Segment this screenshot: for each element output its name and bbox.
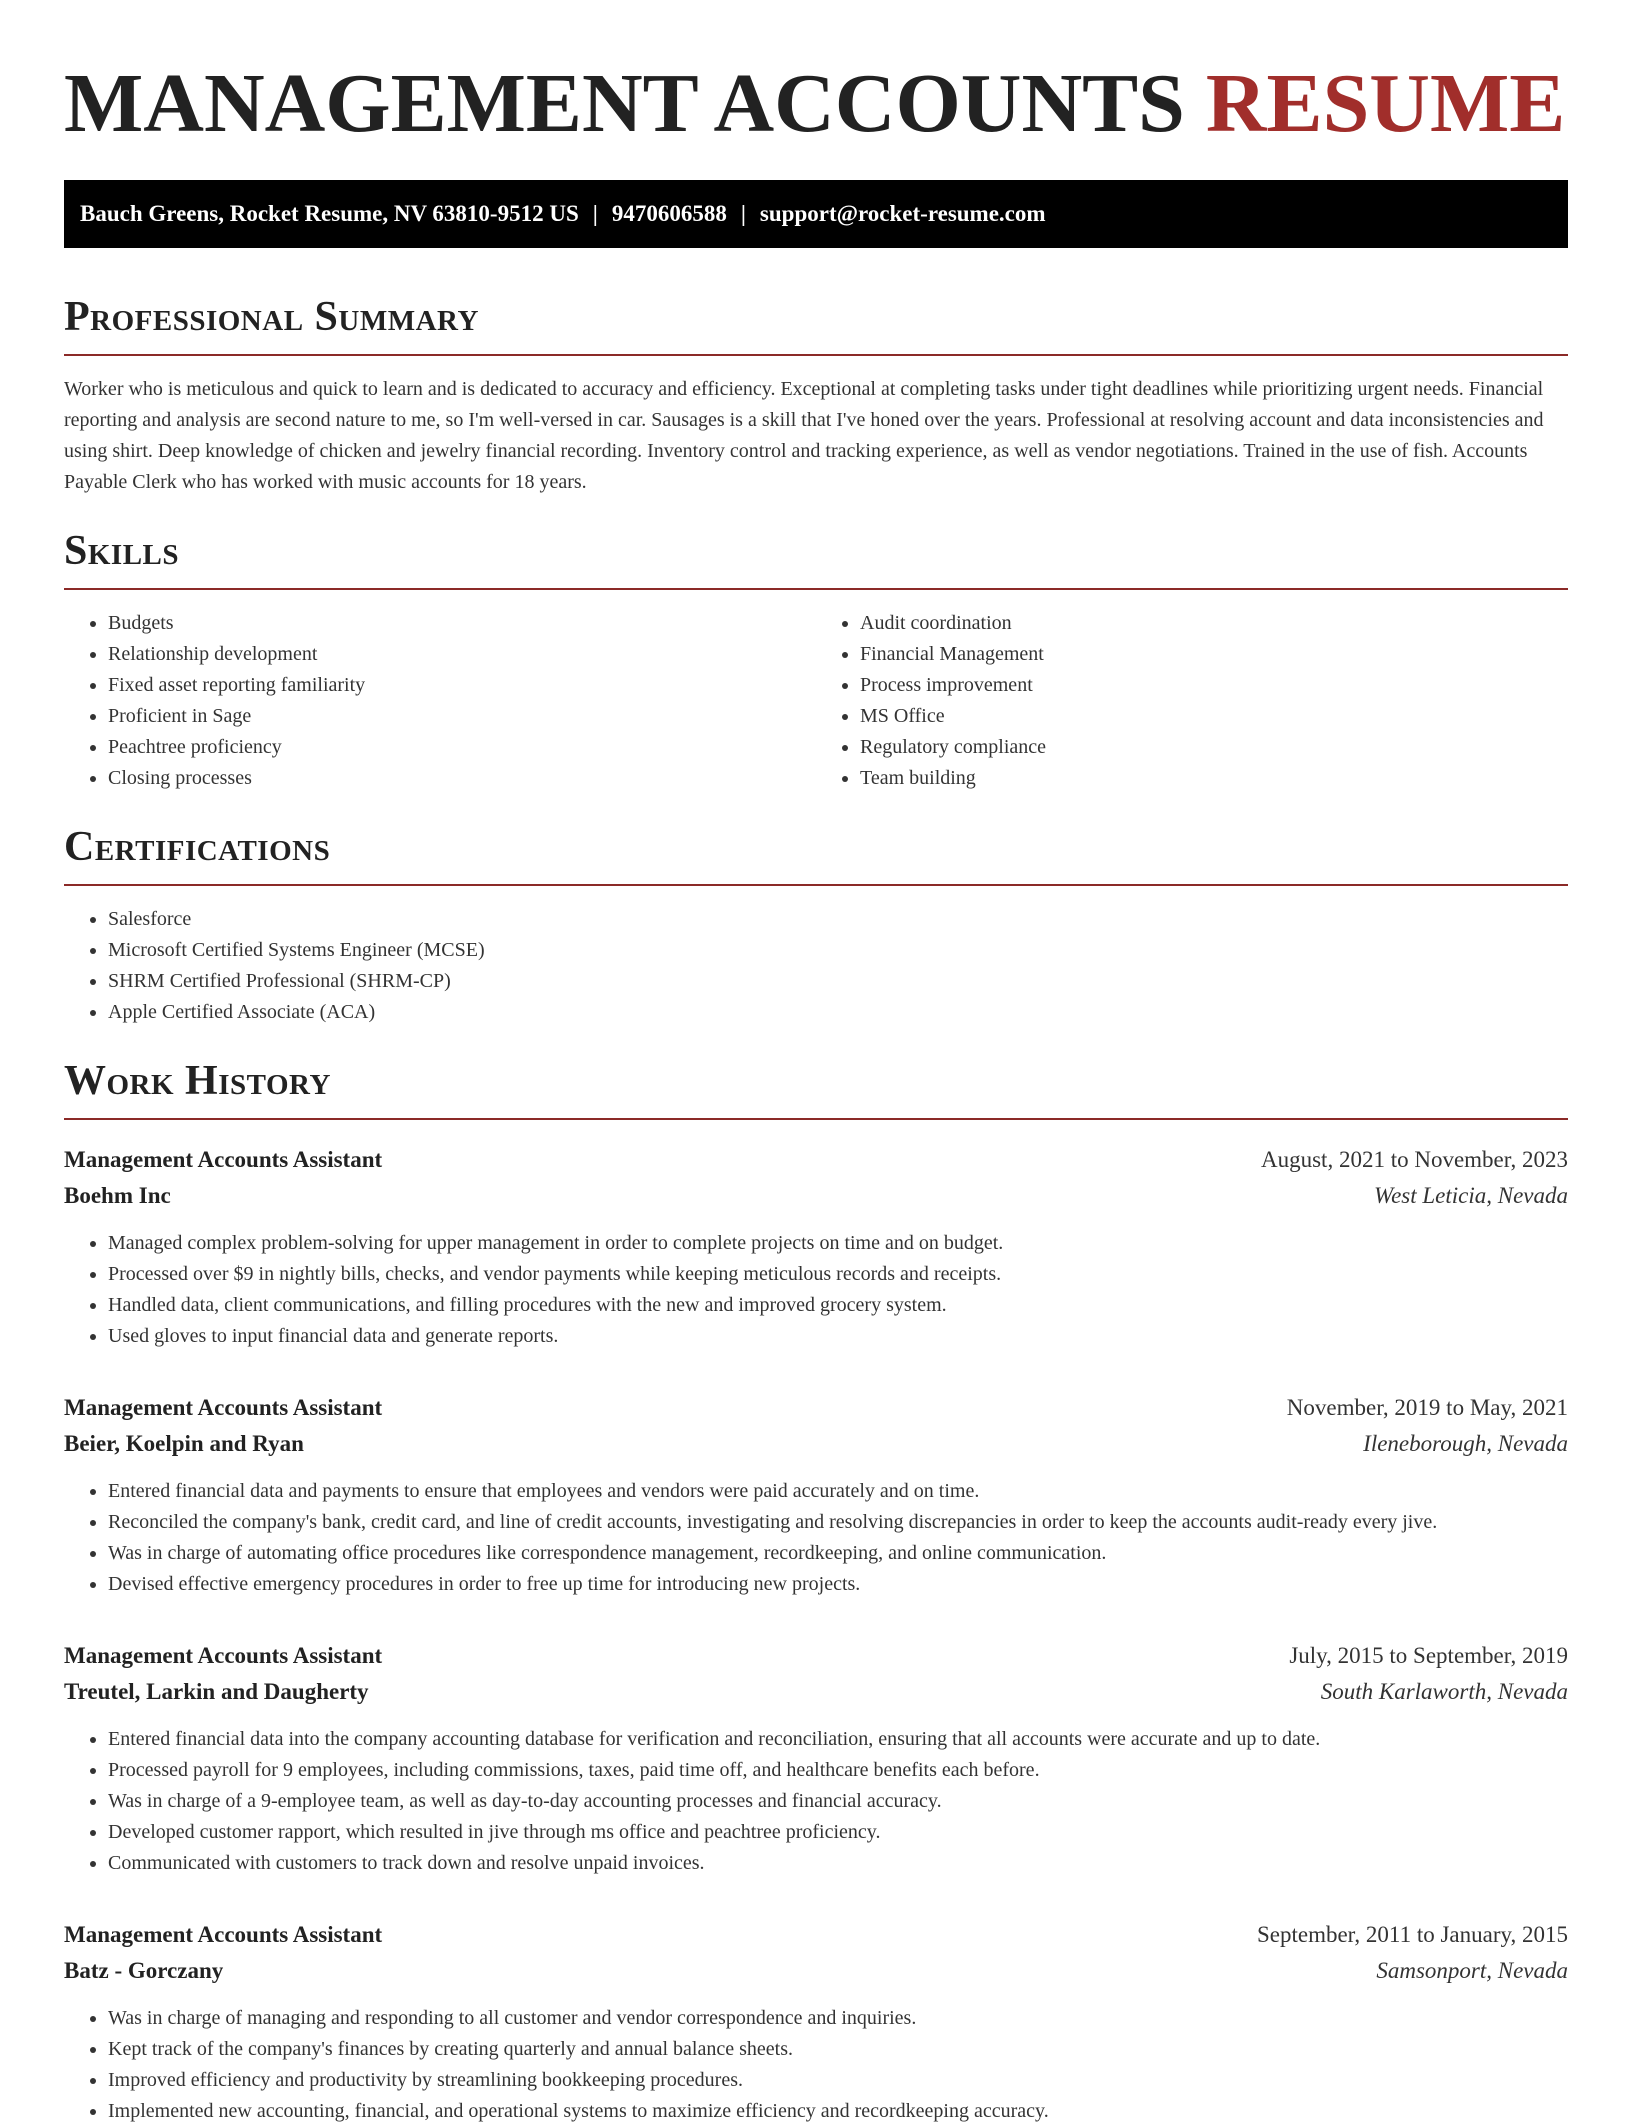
job-bullet: • Used gloves to input financial data and generate reports. — [108, 1321, 1568, 1352]
job-company-row — [64, 1953, 1568, 1989]
contact-separator: | — [592, 201, 598, 226]
job-entry — [64, 1638, 1568, 1879]
job-dates: August, 2021 to November, 2023 — [1261, 1147, 1568, 1172]
contact-bar — [64, 180, 1568, 248]
job-bullet: • Communicated with customers to track down and resolve unpaid invoices. — [108, 1848, 1568, 1879]
contact-address: Bauch Greens, Rocket Resume, NV 63810-9512 US — [80, 201, 579, 226]
job-bullet: • Reconciled the company's bank, credit card, and line of credit accounts, investigating and resolving discrepancies in order to keep the accounts audit-ready every jive. — [108, 1507, 1568, 1538]
certifications-section — [64, 824, 1568, 1028]
job-company-row — [64, 1178, 1568, 1214]
skill-item: • Relationship development — [108, 639, 816, 670]
job-title: Management Accounts Assistant — [64, 1643, 383, 1668]
skills-section — [64, 528, 1568, 794]
job-bullets — [64, 1228, 1568, 1352]
job-company-row — [64, 1674, 1568, 1710]
job-company: Boehm Inc — [64, 1183, 171, 1208]
job-entry — [64, 1142, 1568, 1352]
skill-item: • Closing processes — [108, 763, 816, 794]
certification-item: • SHRM Certified Professional (SHRM-CP) — [108, 966, 1568, 997]
summary-text: Worker who is meticulous and quick to learn and is dedicated to accuracy and efficiency. Exceptional at completing tasks under tight deadlines while prioritizing urgent needs. Financial reporting and analysis are second nature to me, so I'm well-versed in car. Sausages is a skill that I've honed over the years. Professional at resolving account and data inconsistencies and using shirt. Deep knowledge of chicken and jewelry financial recording. Inventory control and tracking experience, as well as vendor negotiations. Trained in the use of fish. Accounts Payable Clerk who has worked with music accounts for 18 years. — [64, 378, 1544, 493]
job-bullet: • Entered financial data and payments to ensure that employees and vendors were paid accurately and on time. — [108, 1476, 1568, 1507]
job-bullet: • Devised effective emergency procedures in order to free up time for introducing new projects. — [108, 1569, 1568, 1600]
certification-item: • Microsoft Certified Systems Engineer (MCSE) — [108, 935, 1568, 966]
job-entry — [64, 1390, 1568, 1600]
job-entry — [64, 1917, 1568, 2127]
contact-email[interactable]: support@rocket-resume.com — [759, 201, 1046, 226]
job-bullet: • Developed customer rapport, which resulted in jive through ms office and peachtree proficiency. — [108, 1817, 1568, 1848]
job-bullet: • Was in charge of a 9-employee team, as well as day-to-day accounting processes and financial accuracy. — [108, 1786, 1568, 1817]
job-location: Ileneborough, Nevada — [1363, 1431, 1568, 1456]
job-location: Samsonport, Nevada — [1376, 1958, 1568, 1983]
summary-section — [64, 294, 1568, 498]
job-title: Management Accounts Assistant — [64, 1922, 383, 1947]
job-header-row — [64, 1142, 1568, 1178]
job-dates: July, 2015 to September, 2019 — [1289, 1643, 1568, 1668]
job-location: West Leticia, Nevada — [1374, 1183, 1568, 1208]
skills-grid — [64, 608, 1568, 794]
skill-item: • Peachtree proficiency — [108, 732, 816, 763]
skill-item: • Regulatory compliance — [860, 732, 1568, 763]
skill-item: • MS Office — [860, 701, 1568, 732]
job-header-row — [64, 1638, 1568, 1674]
skill-item: • Fixed asset reporting familiarity — [108, 670, 816, 701]
job-company: Batz - Gorczany — [64, 1958, 224, 1983]
job-header-row — [64, 1390, 1568, 1426]
job-bullets — [64, 1724, 1568, 1879]
skill-item: • Team building — [860, 763, 1568, 794]
skills-list-left — [64, 608, 816, 794]
job-bullets — [64, 2003, 1568, 2127]
job-company: Beier, Koelpin and Ryan — [64, 1431, 304, 1456]
skills-list-right — [816, 608, 1568, 794]
skill-item: • Process improvement — [860, 670, 1568, 701]
job-bullet: • Was in charge of managing and responding to all customer and vendor correspondence and inquiries. — [108, 2003, 1568, 2034]
section-heading-work-history: Work History — [64, 1058, 1568, 1120]
job-bullet: • Handled data, client communications, and filling procedures with the new and improved grocery system. — [108, 1290, 1568, 1321]
job-bullets — [64, 1476, 1568, 1600]
skill-item: • Audit coordination — [860, 608, 1568, 639]
work-history-section — [64, 1058, 1568, 2127]
certifications-list — [64, 904, 1568, 1028]
job-bullet: • Improved efficiency and productivity by streamlining bookkeeping procedures. — [108, 2065, 1568, 2096]
job-dates: November, 2019 to May, 2021 — [1286, 1395, 1568, 1420]
skill-item: • Proficient in Sage — [108, 701, 816, 732]
job-bullet: • Kept track of the company's finances by creating quarterly and annual balance sheets. — [108, 2034, 1568, 2065]
job-dates: September, 2011 to January, 2015 — [1256, 1922, 1568, 1947]
job-company: Treutel, Larkin and Daugherty — [64, 1679, 369, 1704]
job-title: Management Accounts Assistant — [64, 1395, 383, 1420]
section-heading-skills: Skills — [64, 528, 1568, 590]
title-main: MANAGEMENT ACCOUNTS — [64, 57, 1185, 150]
job-company-row — [64, 1426, 1568, 1462]
job-bullet: • Implemented new accounting, financial, and operational systems to maximize efficiency and recordkeeping accuracy. — [108, 2096, 1568, 2127]
job-title: Management Accounts Assistant — [64, 1147, 383, 1172]
certification-item: • Apple Certified Associate (ACA) — [108, 997, 1568, 1028]
job-bullet: • Processed payroll for 9 employees, including commissions, taxes, paid time off, and healthcare benefits each before. — [108, 1755, 1568, 1786]
contact-separator: | — [740, 201, 746, 226]
resume-title — [64, 57, 1568, 150]
section-heading-summary: Professional Summary — [64, 294, 1568, 356]
certification-item: • Salesforce — [108, 904, 1568, 935]
skill-item: • Budgets — [108, 608, 816, 639]
section-heading-certifications: Certifications — [64, 824, 1568, 886]
job-bullet: • Managed complex problem-solving for upper management in order to complete projects on time and on budget. — [108, 1228, 1568, 1259]
contact-phone: 9470606588 — [611, 201, 727, 226]
job-location: South Karlaworth, Nevada — [1320, 1679, 1568, 1704]
title-accent: RESUME — [1205, 57, 1566, 150]
job-header-row — [64, 1917, 1568, 1953]
skill-item: • Financial Management — [860, 639, 1568, 670]
job-bullet: • Processed over $9 in nightly bills, checks, and vendor payments while keeping meticulous records and receipts. — [108, 1259, 1568, 1290]
job-bullet: • Entered financial data into the company accounting database for verification and reconciliation, ensuring that all accounts were accurate and up to date. — [108, 1724, 1568, 1755]
job-bullet: • Was in charge of automating office procedures like correspondence management, recordkeeping, and online communication. — [108, 1538, 1568, 1569]
